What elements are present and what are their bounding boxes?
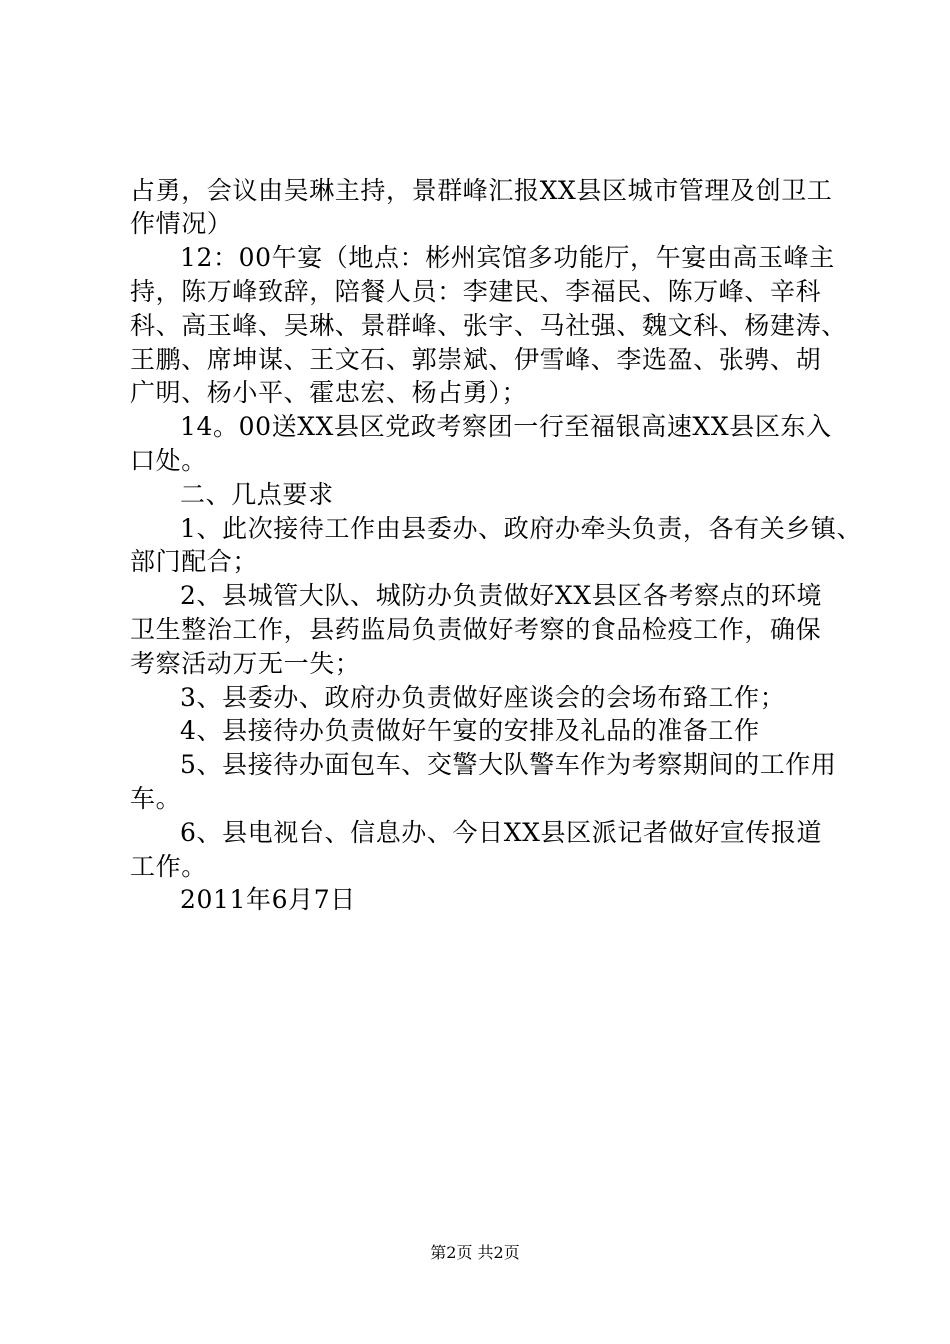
text-line: 考察活动万无一失； bbox=[130, 649, 361, 678]
text-line: 4、县接待办负责做好午宴的安排及礼品的准备工作 bbox=[180, 716, 760, 745]
section-heading: 二、几点要求 bbox=[180, 480, 334, 509]
text-line: 部门配合； bbox=[130, 547, 259, 576]
text-line: 卫生整治工作，县药监局负责做好考察的食品检疫工作，确保 bbox=[130, 615, 822, 644]
text-line: 科、高玉峰、吴琳、景群峰、张宇、马社强、魏文科、杨建涛、 bbox=[130, 311, 847, 340]
text-line: 作情况） bbox=[130, 209, 233, 238]
text-line: 3、县委办、政府办负责做好座谈会的会场布臵工作； bbox=[180, 683, 786, 712]
text-line: 王鹏、席坤谋、王文石、郭崇斌、伊雪峰、李选盈、张骋、胡 bbox=[130, 345, 822, 374]
text-line: 占勇，会议由吴琳主持，景群峰汇报XX县区城市管理及创卫工 bbox=[130, 176, 833, 205]
text-line: 工作。 bbox=[130, 852, 207, 881]
text-line: 广明、杨小平、霍忠宏、杨占勇）； bbox=[130, 378, 528, 407]
page-number-footer: 第2页 共2页 bbox=[430, 1243, 520, 1262]
text-line: 6、县电视台、信息办、今日XX县区派记者做好宣传报道 bbox=[180, 818, 823, 847]
text-line: 1、此次接待工作由县委办、政府办牵头负责，各有关乡镇、 bbox=[180, 514, 863, 543]
text-line: 口处。 bbox=[130, 446, 207, 475]
text-line: 持，陈万峰致辞，陪餐人员：李建民、李福民、陈万峰、辛科 bbox=[130, 277, 822, 306]
text-line: 2、县城管大队、城防办负责做好XX县区各考察点的环境 bbox=[180, 581, 823, 610]
document-date: 2011年6月7日 bbox=[180, 885, 356, 914]
text-line: 车。 bbox=[130, 784, 182, 813]
text-line: 5、县接待办面包车、交警大队警车作为考察期间的工作用 bbox=[180, 750, 837, 779]
text-line: 12：00午宴（地点：彬州宾馆多功能厅，午宴由高玉峰主 bbox=[180, 243, 835, 272]
text-line: 14。00送XX县区党政考察团一行至福银高速XX县区东入 bbox=[180, 412, 832, 441]
